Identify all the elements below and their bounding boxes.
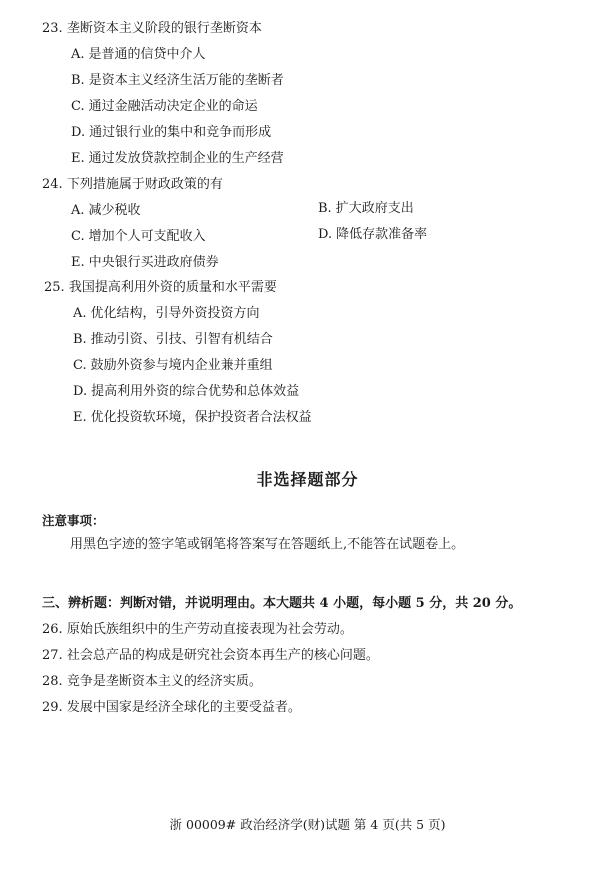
question-23-option-b xyxy=(71,72,284,90)
question-25-stem xyxy=(44,279,277,297)
option-letter: B. xyxy=(318,201,332,216)
option-letter: C. xyxy=(71,99,85,114)
option-text: 通过发放贷款控制企业的生产经营 xyxy=(88,151,284,166)
question-25-option-c xyxy=(73,357,273,375)
option-text: 通过银行业的集中和竞争而形成 xyxy=(89,125,272,140)
option-letter: D. xyxy=(318,227,333,242)
question-26 xyxy=(42,621,353,639)
question-number: 26. xyxy=(42,622,63,637)
question-25-option-d xyxy=(73,383,299,401)
question-24-option-d xyxy=(318,226,427,244)
option-letter: A. xyxy=(73,306,87,321)
question-23-option-d xyxy=(71,124,271,142)
option-text: 是资本主义经济生活万能的垄断者 xyxy=(88,73,284,88)
option-text: 降低存款准备率 xyxy=(336,227,428,242)
question-24-stem xyxy=(42,176,223,194)
question-28 xyxy=(42,673,262,691)
question-25-option-e xyxy=(73,409,312,427)
question-24-option-b xyxy=(318,200,414,218)
option-text: 增加个人可支配收入 xyxy=(88,229,206,244)
question-27 xyxy=(42,647,379,665)
option-text: 鼓励外资参与境内企业兼并重组 xyxy=(90,358,273,373)
question-number: 23. xyxy=(42,21,63,36)
question-25-option-a xyxy=(73,305,260,323)
option-letter: E. xyxy=(71,151,85,166)
option-text: 通过金融活动决定企业的命运 xyxy=(88,99,258,114)
option-text: 减少税收 xyxy=(88,203,141,218)
question-number: 27. xyxy=(42,648,63,663)
question-text: 下列措施属于财政政策的有 xyxy=(66,177,223,192)
option-text: 扩大政府支出 xyxy=(335,201,414,216)
question-text: 发展中国家是经济全球化的主要受益者。 xyxy=(66,700,301,715)
question-24-option-e xyxy=(71,254,219,272)
question-23-option-c xyxy=(71,98,258,116)
section-title: 非选择题部分 xyxy=(256,470,359,489)
option-text: 是普通的信贷中介人 xyxy=(88,47,206,62)
option-letter: B. xyxy=(71,73,85,88)
question-number: 29. xyxy=(42,700,63,715)
question-text: 竞争是垄断资本主义的经济实质。 xyxy=(66,674,262,689)
question-text: 原始氏族组织中的生产劳动直接表现为社会劳动。 xyxy=(66,622,353,637)
option-letter: A. xyxy=(71,203,85,218)
question-23-option-e xyxy=(71,150,284,168)
question-text: 我国提高利用外资的质量和水平需要 xyxy=(68,280,277,295)
question-23-option-a xyxy=(71,46,206,64)
option-text: 优化投资软环境，保护投资者合法权益 xyxy=(90,410,312,425)
question-number: 25. xyxy=(44,280,65,295)
question-23-stem xyxy=(42,20,262,38)
option-letter: D. xyxy=(73,384,88,399)
question-25-option-b xyxy=(73,331,273,349)
option-letter: A. xyxy=(71,47,85,62)
part3-heading: 三、辨析题：判断对错，并说明理由。本大题共 4 小题，每小题 5 分，共 20 分。 xyxy=(42,596,522,611)
question-24-option-c xyxy=(71,228,206,246)
notice-text: 用黑色字迹的签字笔或钢笔将答案写在答题纸上,不能答在试题卷上。 xyxy=(70,537,465,552)
option-text: 推动引资、引技、引智有机结合 xyxy=(90,332,273,347)
question-text: 社会总产品的构成是研究社会资本再生产的核心问题。 xyxy=(66,648,379,663)
option-letter: E. xyxy=(73,410,87,425)
notice-label: 注意事项： xyxy=(42,513,105,528)
question-number: 24. xyxy=(42,177,63,192)
option-letter: D. xyxy=(71,125,86,140)
option-text: 中央银行买进政府债券 xyxy=(88,255,219,270)
option-letter: E. xyxy=(71,255,85,270)
question-text: 垄断资本主义阶段的银行垄断资本 xyxy=(66,21,262,36)
option-letter: C. xyxy=(71,229,85,244)
option-text: 提高利用外资的综合优势和总体效益 xyxy=(91,384,300,399)
question-24-option-a xyxy=(71,202,141,220)
page-footer: 浙 00009# 政治经济学(财)试题 第 4 页(共 5 页) xyxy=(169,817,446,832)
question-number: 28. xyxy=(42,674,63,689)
question-29 xyxy=(42,699,301,717)
option-text: 优化结构，引导外资投资方向 xyxy=(90,306,260,321)
option-letter: B. xyxy=(73,332,87,347)
option-letter: C. xyxy=(73,358,87,373)
